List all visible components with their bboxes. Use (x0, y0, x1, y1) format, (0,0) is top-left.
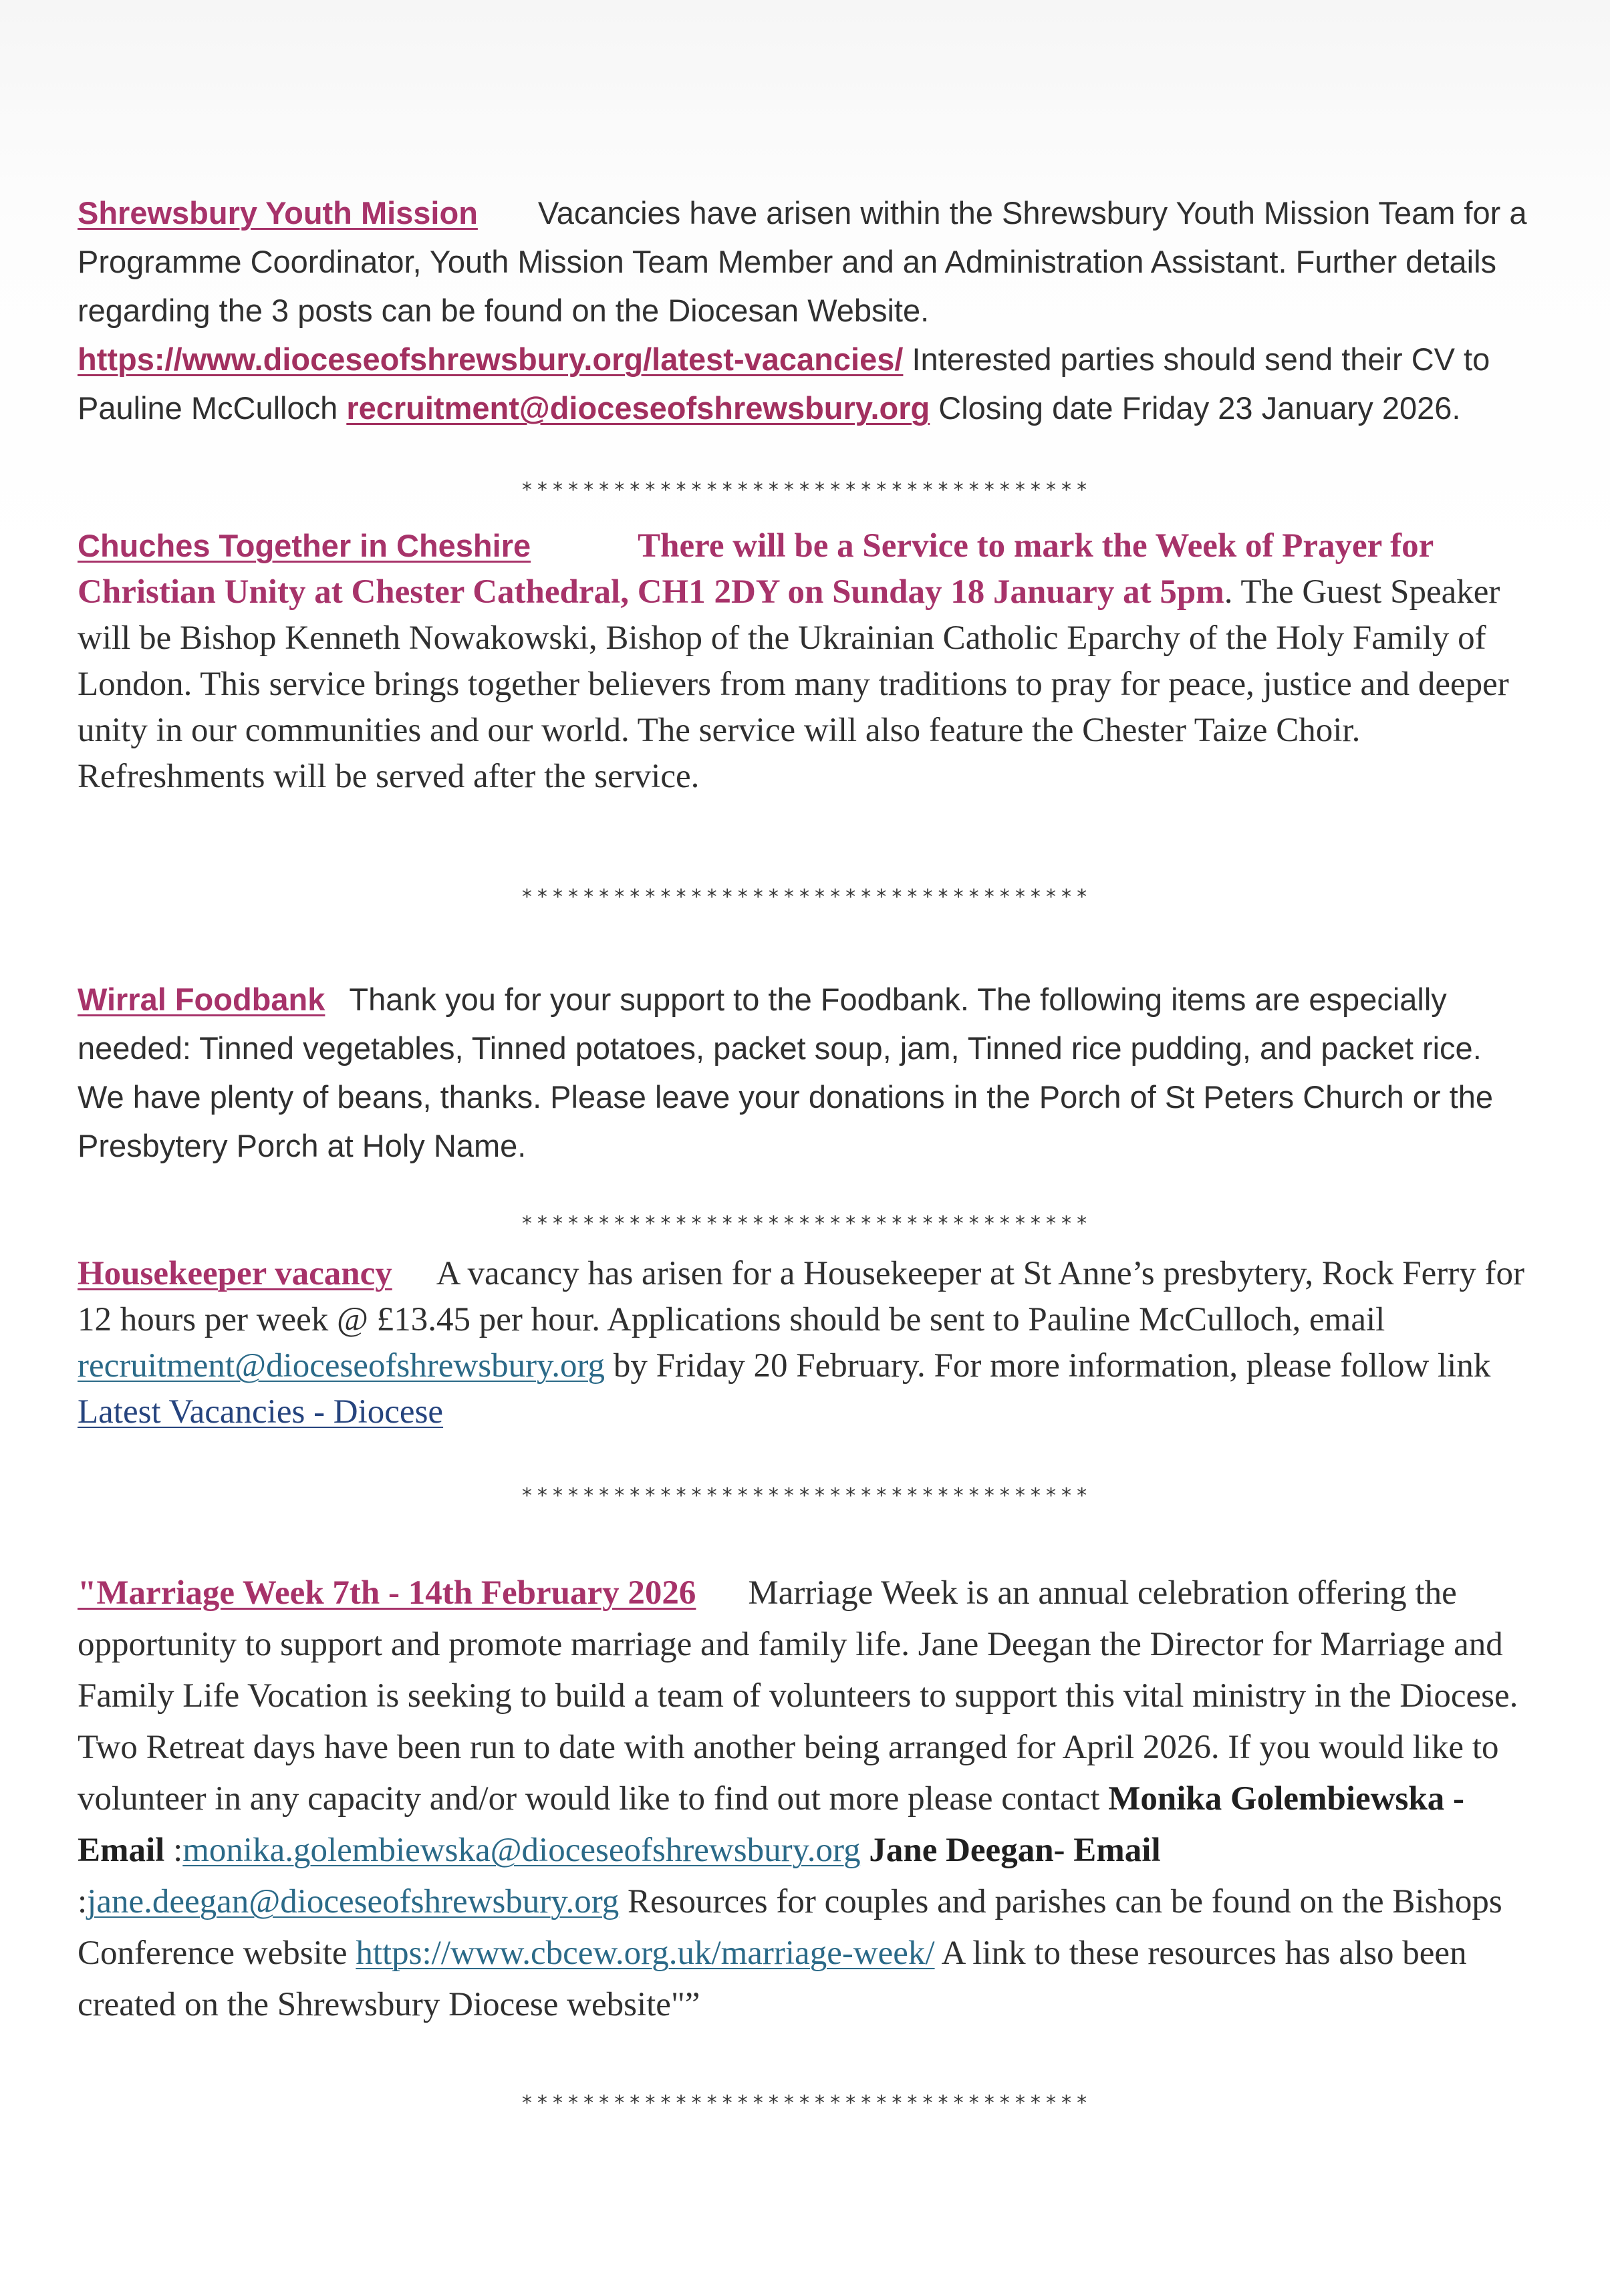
separator: ************************************* (521, 478, 1091, 502)
colon-text: : (173, 1832, 183, 1869)
foodbank-heading: Wirral Foodbank (78, 982, 325, 1017)
separator: ************************************* (521, 885, 1091, 909)
housekeeper-text: A vacancy has arisen for a Housekeeper at St Anne’s presbytery, Rock Ferry for 12 hours per week @ £13.45 per hour. Applications should be sent to Pauline McCulloch, email (78, 1255, 1524, 1338)
separator: ************************************* (521, 1484, 1091, 1508)
housekeeper-email-link[interactable]: recruitment@dioceseofshrewsbury.org (78, 1347, 606, 1385)
churches-together-heading: Chuches Together in Cheshire (78, 528, 531, 563)
foodbank-text: Thank you for your support to the Foodbank. The following items are especially needed: Tinned vegetables, Tinned potatoes, packet soup, jam, Tinned rice pudding, and packet rice. We have plenty of beans, thanks. Please leave your donations in the Porch of St Peters Church or the Presbytery Porch at Holy Name. (78, 982, 1493, 1163)
marriage-week-text: Marriage Week is an annual celebration offering the opportunity to support and promote marriage and family life. Jane Deegan the Director for Marriage and Family Life Vocation is seeking to build a team of volunteers to support this vital ministry in the Diocese. Two Retreat days have been run to date with another being arranged for April 2026. If you would like to volunteer in any capacity and/or would like to find out more please contact (78, 1574, 1518, 1818)
foodbank-notice (78, 975, 1534, 1170)
housekeeper-heading: Housekeeper vacancy (78, 1255, 392, 1292)
monika-contact-label: Monika Golembiewska -Email (78, 1780, 1464, 1869)
youth-mission-heading: Shrewsbury Youth Mission (78, 195, 478, 231)
churches-together-text: . The Guest Speaker will be Bishop Kenneth Nowakowski, Bishop of the Ukrainian Catholic Eparchy of the Holy Family of London. This service brings together believers from many traditions to pray for peace, justice and deeper unity in our communities and our world. The service will also feature the Chester Taize Choir. Refreshments will be served after the service. (78, 573, 1509, 795)
marriage-link-text: A link to these resources has also been created on the Shrewsbury Diocese website"” (78, 1934, 1467, 2023)
youth-mission-send-text: Interested parties should send their CV to Pauline McCulloch (78, 341, 1490, 426)
marriage-resources-text: Resources for couples and parishes can be found on the Bishops Conference website (78, 1883, 1502, 1972)
youth-mission-notice (78, 188, 1534, 432)
cbcew-marriage-week-link[interactable]: https://www.cbcew.org.uk/marriage-week/ (356, 1934, 935, 1972)
marriage-week-heading: "Marriage Week 7th - 14th February 2026 (78, 1574, 696, 1612)
unity-service-highlight: There will be a Service to mark the Week of Prayer for Christian Unity at Chester Cathedral, CH1 2DY on Sunday 18 January at 5pm (78, 527, 1434, 611)
jane-email-link[interactable]: jane.deegan@dioceseofshrewsbury.org (87, 1883, 620, 1920)
recruitment-email-link[interactable]: recruitment@dioceseofshrewsbury.org (346, 390, 930, 426)
housekeeper-notice (78, 1251, 1534, 1435)
monika-email-link[interactable]: monika.golembiewska@dioceseofshrewsbury.org (182, 1832, 861, 1869)
youth-mission-closing-text: Closing date Friday 23 January 2026. (930, 390, 1461, 426)
jane-contact-label: Jane Deegan- Email (860, 1832, 1161, 1869)
youth-mission-text: Vacancies have arisen within the Shrewsbury Youth Mission Team for a Programme Coordinator, Youth Mission Team Member and an Administration Assistant. Further details regarding the 3 posts can be found on the Diocesan Website. (78, 195, 1527, 328)
churches-together-notice (78, 523, 1534, 800)
marriage-week-notice (78, 1568, 1534, 2031)
latest-vacancies-link[interactable]: https://www.dioceseofshrewsbury.org/latest-vacancies/ (78, 341, 904, 377)
housekeeper-more-info-text: by Friday 20 February. For more information, please follow link (605, 1347, 1491, 1385)
separator: ************************************* (521, 2092, 1091, 2115)
colon-text: : (78, 1883, 88, 1920)
separator: ************************************* (521, 1212, 1091, 1236)
latest-vacancies-diocese-link[interactable]: Latest Vacancies - Diocese (78, 1393, 444, 1431)
